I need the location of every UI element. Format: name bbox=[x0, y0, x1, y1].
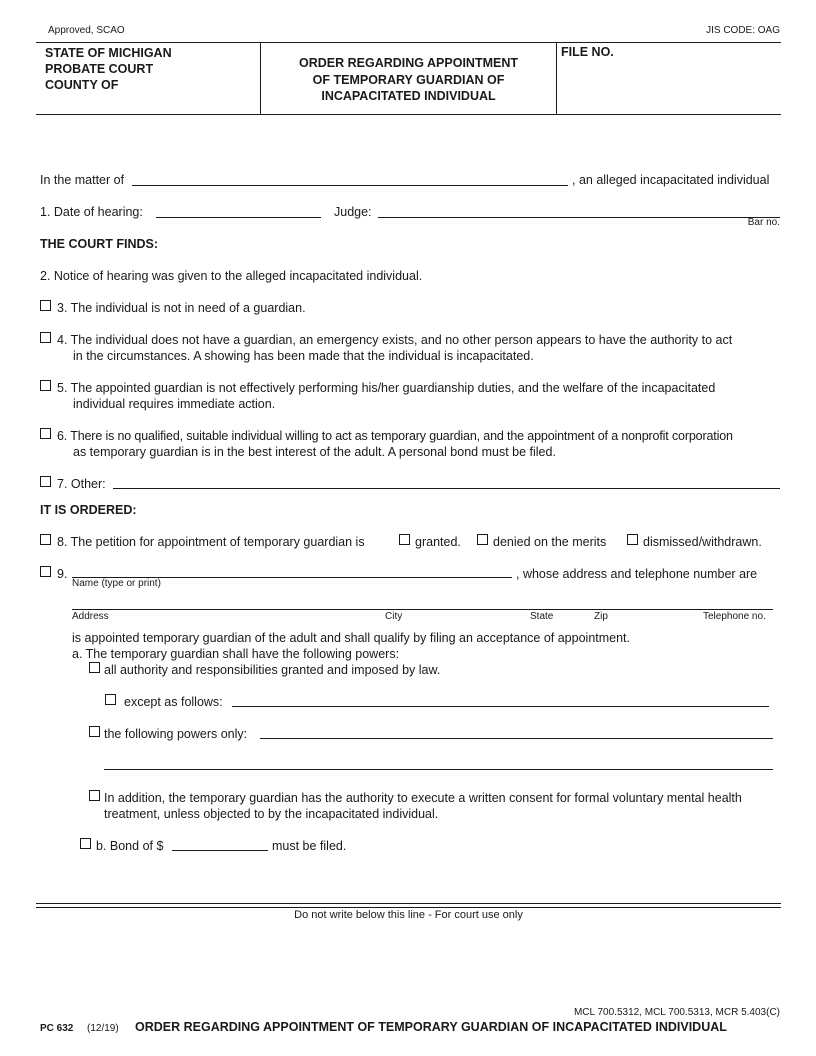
approved-note: Approved, SCAO bbox=[48, 25, 125, 36]
form-title-line-1: ORDER REGARDING APPOINTMENT bbox=[299, 56, 518, 70]
address-line bbox=[72, 609, 773, 610]
power-all-label: all authority and responsibilities granted and imposed by law. bbox=[104, 663, 441, 677]
order-8-checkbox[interactable] bbox=[40, 534, 51, 545]
jis-code: JIS CODE: OAG bbox=[706, 25, 780, 36]
power-except-line bbox=[232, 706, 769, 707]
finding-5-line-2: individual requires immediate action. bbox=[73, 397, 276, 411]
power-mental-line-1: In addition, the temporary guardian has the authority to execute a written consent for formal voluntary mental health bbox=[104, 791, 742, 805]
finding-5-line-1: 5. The appointed guardian is not effectively performing his/her guardianship duties, and the welfare of the incapacitated bbox=[57, 381, 716, 395]
power-only-input[interactable] bbox=[262, 723, 771, 738]
finding-4-checkbox[interactable] bbox=[40, 332, 51, 343]
court-finds-heading: THE COURT FINDS: bbox=[40, 237, 159, 251]
power-only-checkbox[interactable] bbox=[89, 726, 100, 737]
court-use-rule-1 bbox=[36, 903, 781, 904]
power-mental-line-2: treatment, unless objected to by the incapacitated individual. bbox=[104, 807, 439, 821]
city-caption: City bbox=[385, 611, 403, 622]
power-only-label: the following powers only: bbox=[104, 727, 248, 741]
form-title-line-3: INCAPACITATED INDIVIDUAL bbox=[321, 89, 496, 103]
power-only-input-2[interactable] bbox=[106, 754, 771, 769]
bond-checkbox[interactable] bbox=[80, 838, 91, 849]
matter-name-line bbox=[132, 185, 568, 186]
order-9-checkbox[interactable] bbox=[40, 566, 51, 577]
power-only-line bbox=[260, 738, 773, 739]
form-title-block bbox=[261, 55, 556, 105]
finding-7-line bbox=[113, 488, 780, 489]
court-county: COUNTY OF bbox=[45, 78, 119, 92]
power-only-line-2 bbox=[104, 769, 773, 770]
matter-prefix: In the matter of bbox=[40, 173, 125, 187]
denied-checkbox[interactable] bbox=[477, 534, 488, 545]
finding-6-line-2: as temporary guardian is in the best interest of the adult. A personal bond must be filed. bbox=[73, 445, 556, 459]
hearing-date-label: 1. Date of hearing: bbox=[40, 205, 143, 219]
bond-label: b. Bond of $ bbox=[96, 839, 164, 853]
phone-caption: Telephone no. bbox=[703, 611, 766, 622]
granted-label: granted. bbox=[415, 535, 461, 549]
hearing-date-input[interactable] bbox=[158, 202, 319, 217]
finding-3-checkbox[interactable] bbox=[40, 300, 51, 311]
header-top-rule bbox=[36, 42, 781, 43]
finding-6-checkbox[interactable] bbox=[40, 428, 51, 439]
powers-intro: a. The temporary guardian shall have the following powers: bbox=[72, 647, 400, 661]
form-revision: (12/19) bbox=[87, 1023, 119, 1034]
file-no-label: FILE NO. bbox=[561, 45, 614, 59]
court-use-note: Do not write below this line - For court use only bbox=[294, 909, 523, 921]
finding-4-line-2: in the circumstances. A showing has been made that the individual is incapacitated. bbox=[73, 349, 534, 363]
finding-4-line-1: 4. The individual does not have a guardian, an emergency exists, and no other person appears to have the authority to act bbox=[57, 333, 733, 347]
judge-input[interactable] bbox=[380, 202, 778, 217]
matter-suffix: , an alleged incapacitated individual bbox=[572, 173, 770, 187]
dismissed-label: dismissed/withdrawn. bbox=[643, 535, 762, 549]
name-caption: Name (type or print) bbox=[72, 578, 161, 589]
finding-7-label: 7. Other: bbox=[57, 477, 106, 491]
order-8-label: 8. The petition for appointment of temporary guardian is bbox=[57, 535, 365, 549]
judge-label: Judge: bbox=[334, 205, 372, 219]
denied-label: denied on the merits bbox=[493, 535, 607, 549]
bond-amount-line bbox=[172, 850, 268, 851]
power-all-checkbox[interactable] bbox=[89, 662, 100, 673]
zip-caption: Zip bbox=[594, 611, 608, 622]
bond-suffix: must be filed. bbox=[272, 839, 347, 853]
court-use-rule-2 bbox=[36, 907, 781, 908]
finding-7-other-input[interactable] bbox=[115, 473, 778, 488]
finding-6-line-1: 6. There is no qualified, suitable individual willing to act as temporary guardian, and the appointment of a nonprofit corporation bbox=[57, 429, 733, 443]
power-except-input[interactable] bbox=[234, 691, 767, 706]
bond-amount-input[interactable] bbox=[174, 835, 266, 850]
dismissed-checkbox[interactable] bbox=[627, 534, 638, 545]
power-mental-checkbox[interactable] bbox=[89, 790, 100, 801]
granted-checkbox[interactable] bbox=[399, 534, 410, 545]
court-probate: PROBATE COURT bbox=[45, 62, 154, 76]
hearing-date-line bbox=[156, 217, 321, 218]
matter-name-input[interactable] bbox=[134, 170, 566, 185]
guardian-name-input[interactable] bbox=[74, 562, 510, 577]
court-block bbox=[45, 45, 172, 93]
state-caption: State bbox=[530, 611, 554, 622]
header-divider-2 bbox=[556, 42, 557, 114]
power-except-checkbox[interactable] bbox=[105, 694, 116, 705]
guardian-address-input[interactable] bbox=[74, 594, 771, 609]
bar-no-caption: Bar no. bbox=[747, 217, 780, 228]
finding-5-checkbox[interactable] bbox=[40, 380, 51, 391]
court-state: STATE OF MICHIGAN bbox=[45, 46, 172, 60]
ordered-heading: IT IS ORDERED: bbox=[40, 503, 137, 517]
order-9-suffix: , whose address and telephone number are bbox=[516, 567, 758, 581]
judge-line bbox=[378, 217, 780, 218]
address-caption: Address bbox=[72, 611, 109, 622]
header-bottom-rule bbox=[36, 114, 781, 115]
appointed-text: is appointed temporary guardian of the adult and shall qualify by filing an acceptance of appointment. bbox=[72, 631, 631, 645]
order-9-label: 9. bbox=[57, 567, 68, 581]
finding-7-checkbox[interactable] bbox=[40, 476, 51, 487]
form-title-line-2: OF TEMPORARY GUARDIAN OF bbox=[312, 72, 505, 87]
finding-3: 3. The individual is not in need of a guardian. bbox=[57, 301, 306, 315]
form-number: PC 632 bbox=[40, 1023, 74, 1034]
footer-title: ORDER REGARDING APPOINTMENT OF TEMPORARY GUARDIAN OF INCAPACITATED INDIVIDUAL bbox=[135, 1020, 727, 1034]
statute-reference: MCL 700.5312, MCL 700.5313, MCR 5.403(C) bbox=[573, 1007, 780, 1018]
power-except-label: except as follows: bbox=[124, 695, 223, 709]
finding-2: 2. Notice of hearing was given to the alleged incapacitated individual. bbox=[40, 269, 423, 283]
